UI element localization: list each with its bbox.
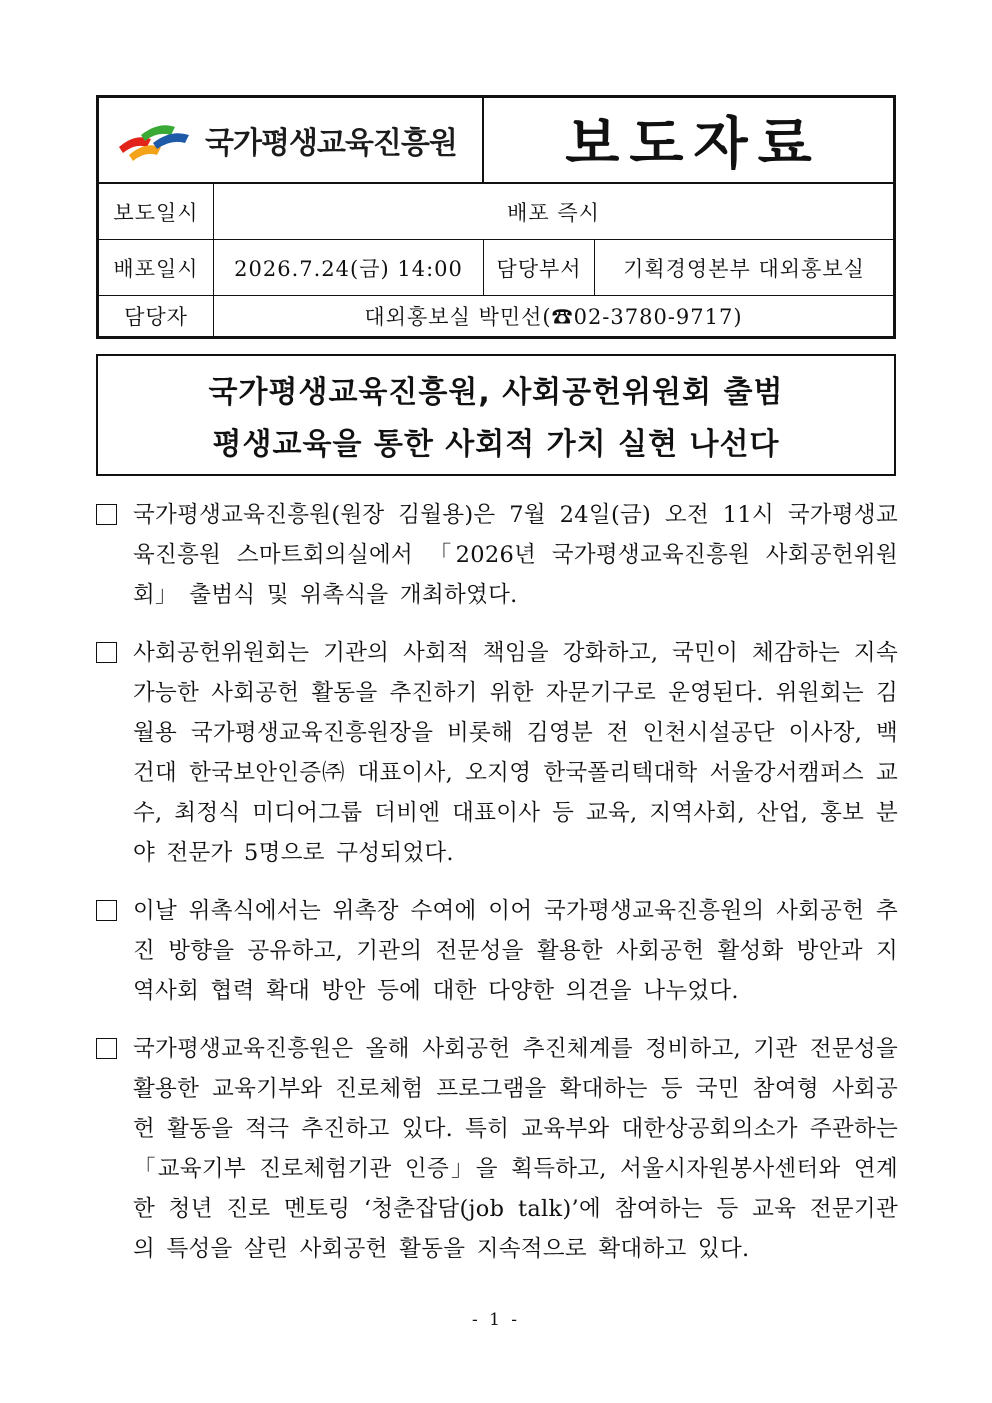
paragraph <box>96 1029 898 1269</box>
headline-line-1: 국가평생교육진흥원, 사회공헌위원회 출범 <box>208 375 784 410</box>
checkbox-bullet-icon <box>96 900 117 921</box>
department-value: 기획경영본부 대외홍보실 <box>595 240 893 296</box>
headline-line-2: 평생교육을 통한 사회적 가치 실현 나선다 <box>212 427 780 462</box>
contact-label: 담당자 <box>99 296 214 336</box>
headline-box <box>96 354 896 476</box>
press-info-table <box>96 95 896 339</box>
article-body <box>96 495 898 1287</box>
paragraph-text: 사회공헌위원회는 기관의 사회적 책임을 강화하고, 국민이 체감하는 지속 가능한 사회공헌 활동을 추진하기 위한 자문기구로 운영된다. 위원회는 김월용 국가평생교육진흥원장을 비롯해 김영분 전 인천시설공단 이사장, 백건대 한국보안인증㈜ 대표이사, 오지영 한국폴리텍대학 서울강서캠퍼스 교수, 최정식 미디어그룹 더비엔 대표이사 등 교육, 지역사회, 산업, 홍보 분야 전문가 5명으로 구성되었다. <box>133 640 898 866</box>
org-logo-icon <box>115 117 193 163</box>
checkbox-bullet-icon <box>96 1038 117 1059</box>
checkbox-bullet-icon <box>96 504 117 525</box>
paragraph <box>96 495 898 615</box>
paragraph <box>96 891 898 1011</box>
release-time-label: 보도일시 <box>99 184 214 240</box>
distribution-time-label: 배포일시 <box>99 240 214 296</box>
doc-title: 보도자료 <box>484 98 893 184</box>
checkbox-bullet-icon <box>96 642 117 663</box>
paragraph-text: 이날 위촉식에서는 위촉장 수여에 이어 국가평생교육진흥원의 사회공헌 추진 방향을 공유하고, 기관의 전문성을 활용한 사회공헌 활성화 방안과 지역사회 협력 확대 방안 등에 대한 다양한 의견을 나누었다. <box>133 898 898 1004</box>
paragraph <box>96 633 898 873</box>
paragraph-text: 국가평생교육진흥원은 올해 사회공헌 추진체계를 정비하고, 기관 전문성을 활용한 교육기부와 진로체험 프로그램을 확대하는 등 국민 참여형 사회공헌 활동을 적극 추진하고 있다. 특히 교육부와 대한상공회의소가 주관하는 「교육기부 진로체험기관 인증」을 획득하고, 서울시자원봉사센터와 연계한 청년 진로 멘토링 ‘청춘잡담(job talk)’에 참여하는 등 교육 전문기관의 특성을 살린 사회공헌 활동을 지속적으로 확대하고 있다. <box>133 1036 898 1262</box>
release-time-value: 배포 즉시 <box>214 184 893 240</box>
paragraph-text: 국가평생교육진흥원(원장 김월용)은 7월 24일(금) 오전 11시 국가평생교육진흥원 스마트회의실에서 「2026년 국가평생교육진흥원 사회공헌위원회」 출범식 및 위촉식을 개최하였다. <box>133 502 898 608</box>
department-label: 담당부서 <box>484 240 595 296</box>
page-number: - 1 - <box>471 1310 521 1330</box>
distribution-time-value: 2026.7.24(금) 14:00 <box>214 240 484 296</box>
contact-value: 대외홍보실 박민선(☎02-3780-9717) <box>364 305 743 329</box>
org-name: 국가평생교육진흥원 <box>205 126 457 161</box>
org-logo-cell <box>99 98 484 184</box>
